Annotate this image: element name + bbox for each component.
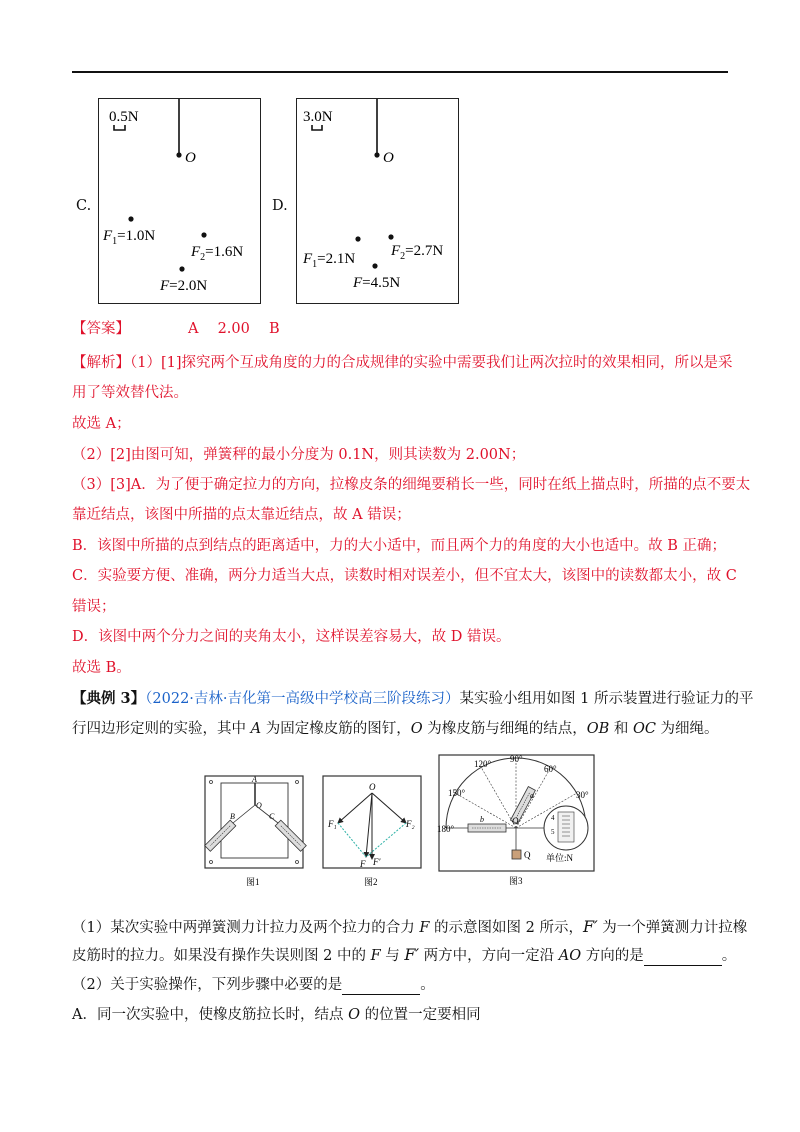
question-2: （2）关于实验操作，下列步骤中必要的是 。 (72, 977, 435, 993)
label-f: F=2.0N (160, 278, 208, 294)
fig1-label-a: A (252, 775, 257, 784)
knot-point-o (176, 152, 181, 157)
example3-tag: 【典例 3】 (72, 690, 146, 707)
fig2-label-f1: F₁ (328, 819, 337, 829)
label-f2: $F_2=2.7N$ (391, 243, 444, 262)
point-f2 (201, 232, 206, 237)
figure-3 (436, 752, 598, 889)
answer-values: A 2.00 B (188, 321, 280, 337)
figure-1-svg (200, 773, 310, 889)
analysis-line-7: B．该图中所描的点到结点的距离适中，力的大小适中，而且两个力的角度的大小也适中。故 B 正确； (72, 538, 727, 554)
fig2-label-f2: F₂ (406, 819, 415, 829)
svg-text:单位:N: 单位:N (546, 853, 574, 863)
label-f: F=4.5N (353, 275, 401, 291)
label-o: O (185, 150, 196, 166)
figure-d (296, 98, 459, 304)
analysis-line-10: D．该图中两个分力之间的夹角太小，这样误差容易大，故 D 错误。 (72, 629, 511, 645)
example3-source: （2022·吉林·吉化第一高级中学校高三阶段练习） (145, 691, 460, 707)
point-f2 (388, 234, 393, 239)
fig2-label-f: F (360, 859, 366, 869)
answer-blank-2[interactable] (342, 979, 420, 995)
analysis-line-9: 错误； (72, 599, 116, 615)
svg-text:150°: 150° (448, 788, 466, 798)
analysis-tag: 【解析】 (72, 355, 130, 371)
figure-d-scale: 3.0N (303, 109, 333, 125)
label-f2: $F_2=1.6N$ (191, 244, 244, 263)
analysis-line-6: 靠近结点，该图中所描的点太靠近结点，故 A 错误； (72, 507, 411, 523)
question-1-line-2: 皮筋时的拉力。如果没有操作失误则图 2 中的 F 与 F′ 两方中，方向一定沿 AO 方向的是 。 (72, 945, 737, 964)
svg-text:a: a (530, 791, 534, 800)
svg-text:b: b (480, 815, 484, 824)
weight-q-icon (512, 850, 521, 859)
example3-line-1: 【典例 3】（2022·吉林·吉化第一高级中学校高三阶段练习）某实验小组用如图 1 所示装置进行验证力的平 (72, 690, 754, 707)
analysis-line-4: （2）[2]由图可知，弹簧秤的最小分度为 0.1N，则其读数为 2.00N； (72, 447, 526, 463)
knot-point-o (374, 152, 379, 157)
svg-text:60°: 60° (544, 764, 557, 774)
label-o: O (383, 150, 394, 166)
point-f (372, 263, 377, 268)
fig3-label-o: O (512, 816, 519, 826)
analysis-line-8: C．实验要方便、准确，两分力适当大点，读数时相对误差小，但不宜太大，该图中的读数都太小，故 C (72, 568, 737, 584)
answer-line (72, 319, 280, 339)
point-f1 (128, 216, 133, 221)
figure-3-svg (436, 752, 598, 889)
fig2-label-o: O (369, 782, 376, 792)
fig1-caption: 图1 (246, 877, 260, 887)
svg-text:5: 5 (551, 828, 555, 836)
figure-c (98, 98, 261, 304)
svg-text:30°: 30° (576, 790, 589, 800)
answer-blank-1[interactable] (644, 950, 722, 966)
analysis-line-2: 用了等效替代法。 (72, 385, 188, 401)
question-1-line-1: （1）某次实验中两弹簧测力计拉力及两个拉力的合力 F 的示意图如图 2 所示，F′ 为一个弹簧测力计拉橡 (72, 917, 748, 936)
answer-tag: 【答案】 (72, 321, 130, 337)
figure-c-svg (99, 99, 259, 302)
analysis-line-5: （3）[3]A．为了便于确定拉力的方向，拉橡皮条的细绳要稍长一些，同时在纸上描点时，所描的点不要太 (72, 477, 751, 493)
option-d-label: D. (272, 198, 288, 214)
svg-text:180°: 180° (437, 824, 455, 834)
figure-2 (320, 773, 425, 889)
svg-text:120°: 120° (474, 759, 492, 769)
option-c-label: C. (76, 198, 92, 214)
label-f1: $F_1=2.1N$ (303, 251, 356, 270)
fig2-caption: 图2 (364, 877, 378, 887)
analysis-line-3: 故选 A； (72, 416, 131, 432)
figure-d-svg (297, 99, 457, 302)
header-rule (72, 71, 728, 73)
svg-text:90°: 90° (510, 754, 523, 764)
scale-bracket-icon (312, 125, 322, 130)
analysis-line-11: 故选 B。 (72, 660, 131, 676)
label-f1: $F_1=1.0N$ (103, 228, 156, 247)
point-f (179, 266, 184, 271)
fig1-label-o: O (256, 801, 262, 810)
fig1-label-b: B (230, 812, 235, 821)
point-f1 (355, 236, 360, 241)
figure-1 (200, 773, 310, 889)
scale-bracket-icon (114, 125, 125, 130)
analysis-line-1: 【解析】（1）[1]探究两个互成角度的力的合成规律的实验中需要我们让两次拉时的效果相同，所以是采 (72, 355, 733, 371)
svg-text:4: 4 (551, 814, 555, 822)
example3-line-2: 行四边形定则的实验，其中 A 为固定橡皮筋的图钉，O 为橡皮筋与细绳的结点，OB 和 OC 为细绳。 (72, 721, 719, 737)
fig3-caption: 图3 (509, 876, 523, 886)
fig2-label-fp: F′ (373, 857, 381, 867)
svg-text:Q: Q (524, 850, 531, 860)
figure-c-scale: 0.5N (109, 109, 139, 125)
question-2-option-a: A．同一次实验中，使橡皮筋拉长时，结点 O 的位置一定要相同 (72, 1007, 481, 1023)
fig1-label-c: C (269, 812, 275, 821)
figure-2-svg (320, 773, 425, 889)
